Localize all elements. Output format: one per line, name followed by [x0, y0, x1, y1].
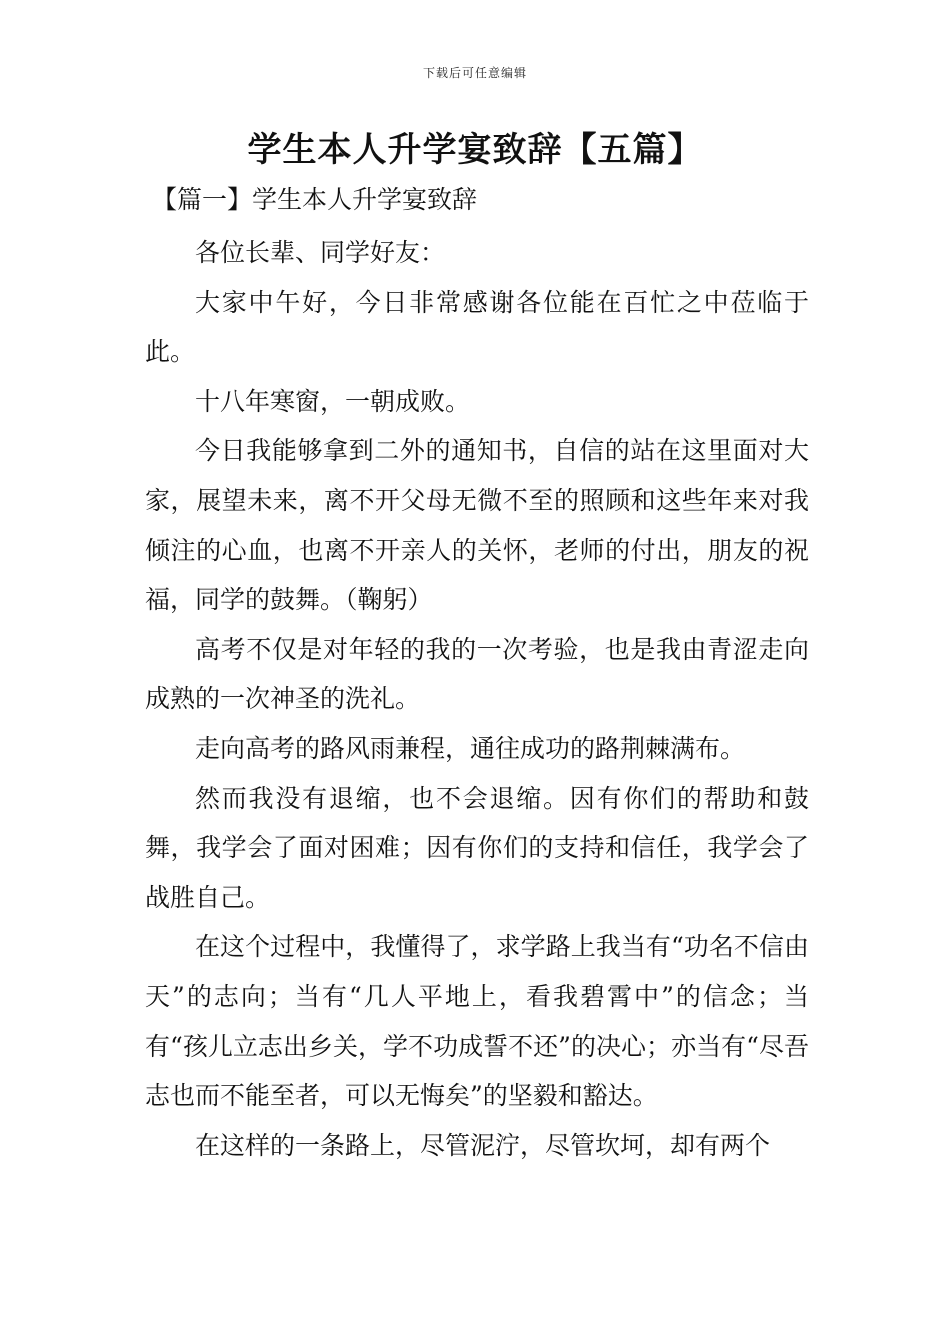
paragraph: 走向高考的路风雨兼程，通往成功的路荆棘满布。 [195, 733, 746, 763]
body-text [145, 228, 809, 1170]
header-note: 下载后可任意编辑 [422, 66, 527, 80]
paragraph: 各位长辈、同学好友： [195, 238, 446, 267]
paragraph: 十八年寒窗，一朝成败。 [195, 386, 471, 416]
paragraph: 大家中午好，今日非常感谢各位能在百忙之中莅临于此。 [145, 287, 809, 367]
document-title: 学生本人升学宴致辞【五篇】 [247, 130, 703, 170]
section-heading: 【篇一】学生本人升学宴致辞 [152, 185, 478, 214]
paragraph: 在这个过程中，我懂得了，求学路上我当有“功名不信由天”的志向；当有“几人平地上，看我碧霄中”的信念；当有“孩儿立志出乡关，学不功成誓不还”的决心；亦当有“尽吾志也而不能至者，可以无悔矣”的坚毅和豁达。 [145, 932, 809, 1111]
paragraph: 然而我没有退缩，也不会退缩。因有你们的帮助和鼓舞，我学会了面对困难；因有你们的支持和信任，我学会了战胜自己。 [145, 783, 809, 912]
paragraph: 在这样的一条路上，尽管泥泞，尽管坎坷，却有两个 [195, 1130, 771, 1160]
paragraph: 今日我能够拿到二外的通知书，自信的站在这里面对大家，展望未来，离不开父母无微不至的照顾和这些年来对我倾注的心血，也离不开亲人的关怀，老师的付出，朋友的祝福，同学的鼓舞。（鞠躬） [145, 436, 809, 615]
paragraph: 高考不仅是对年轻的我的一次考验，也是我由青涩走向成熟的一次神圣的洗礼。 [145, 634, 809, 714]
